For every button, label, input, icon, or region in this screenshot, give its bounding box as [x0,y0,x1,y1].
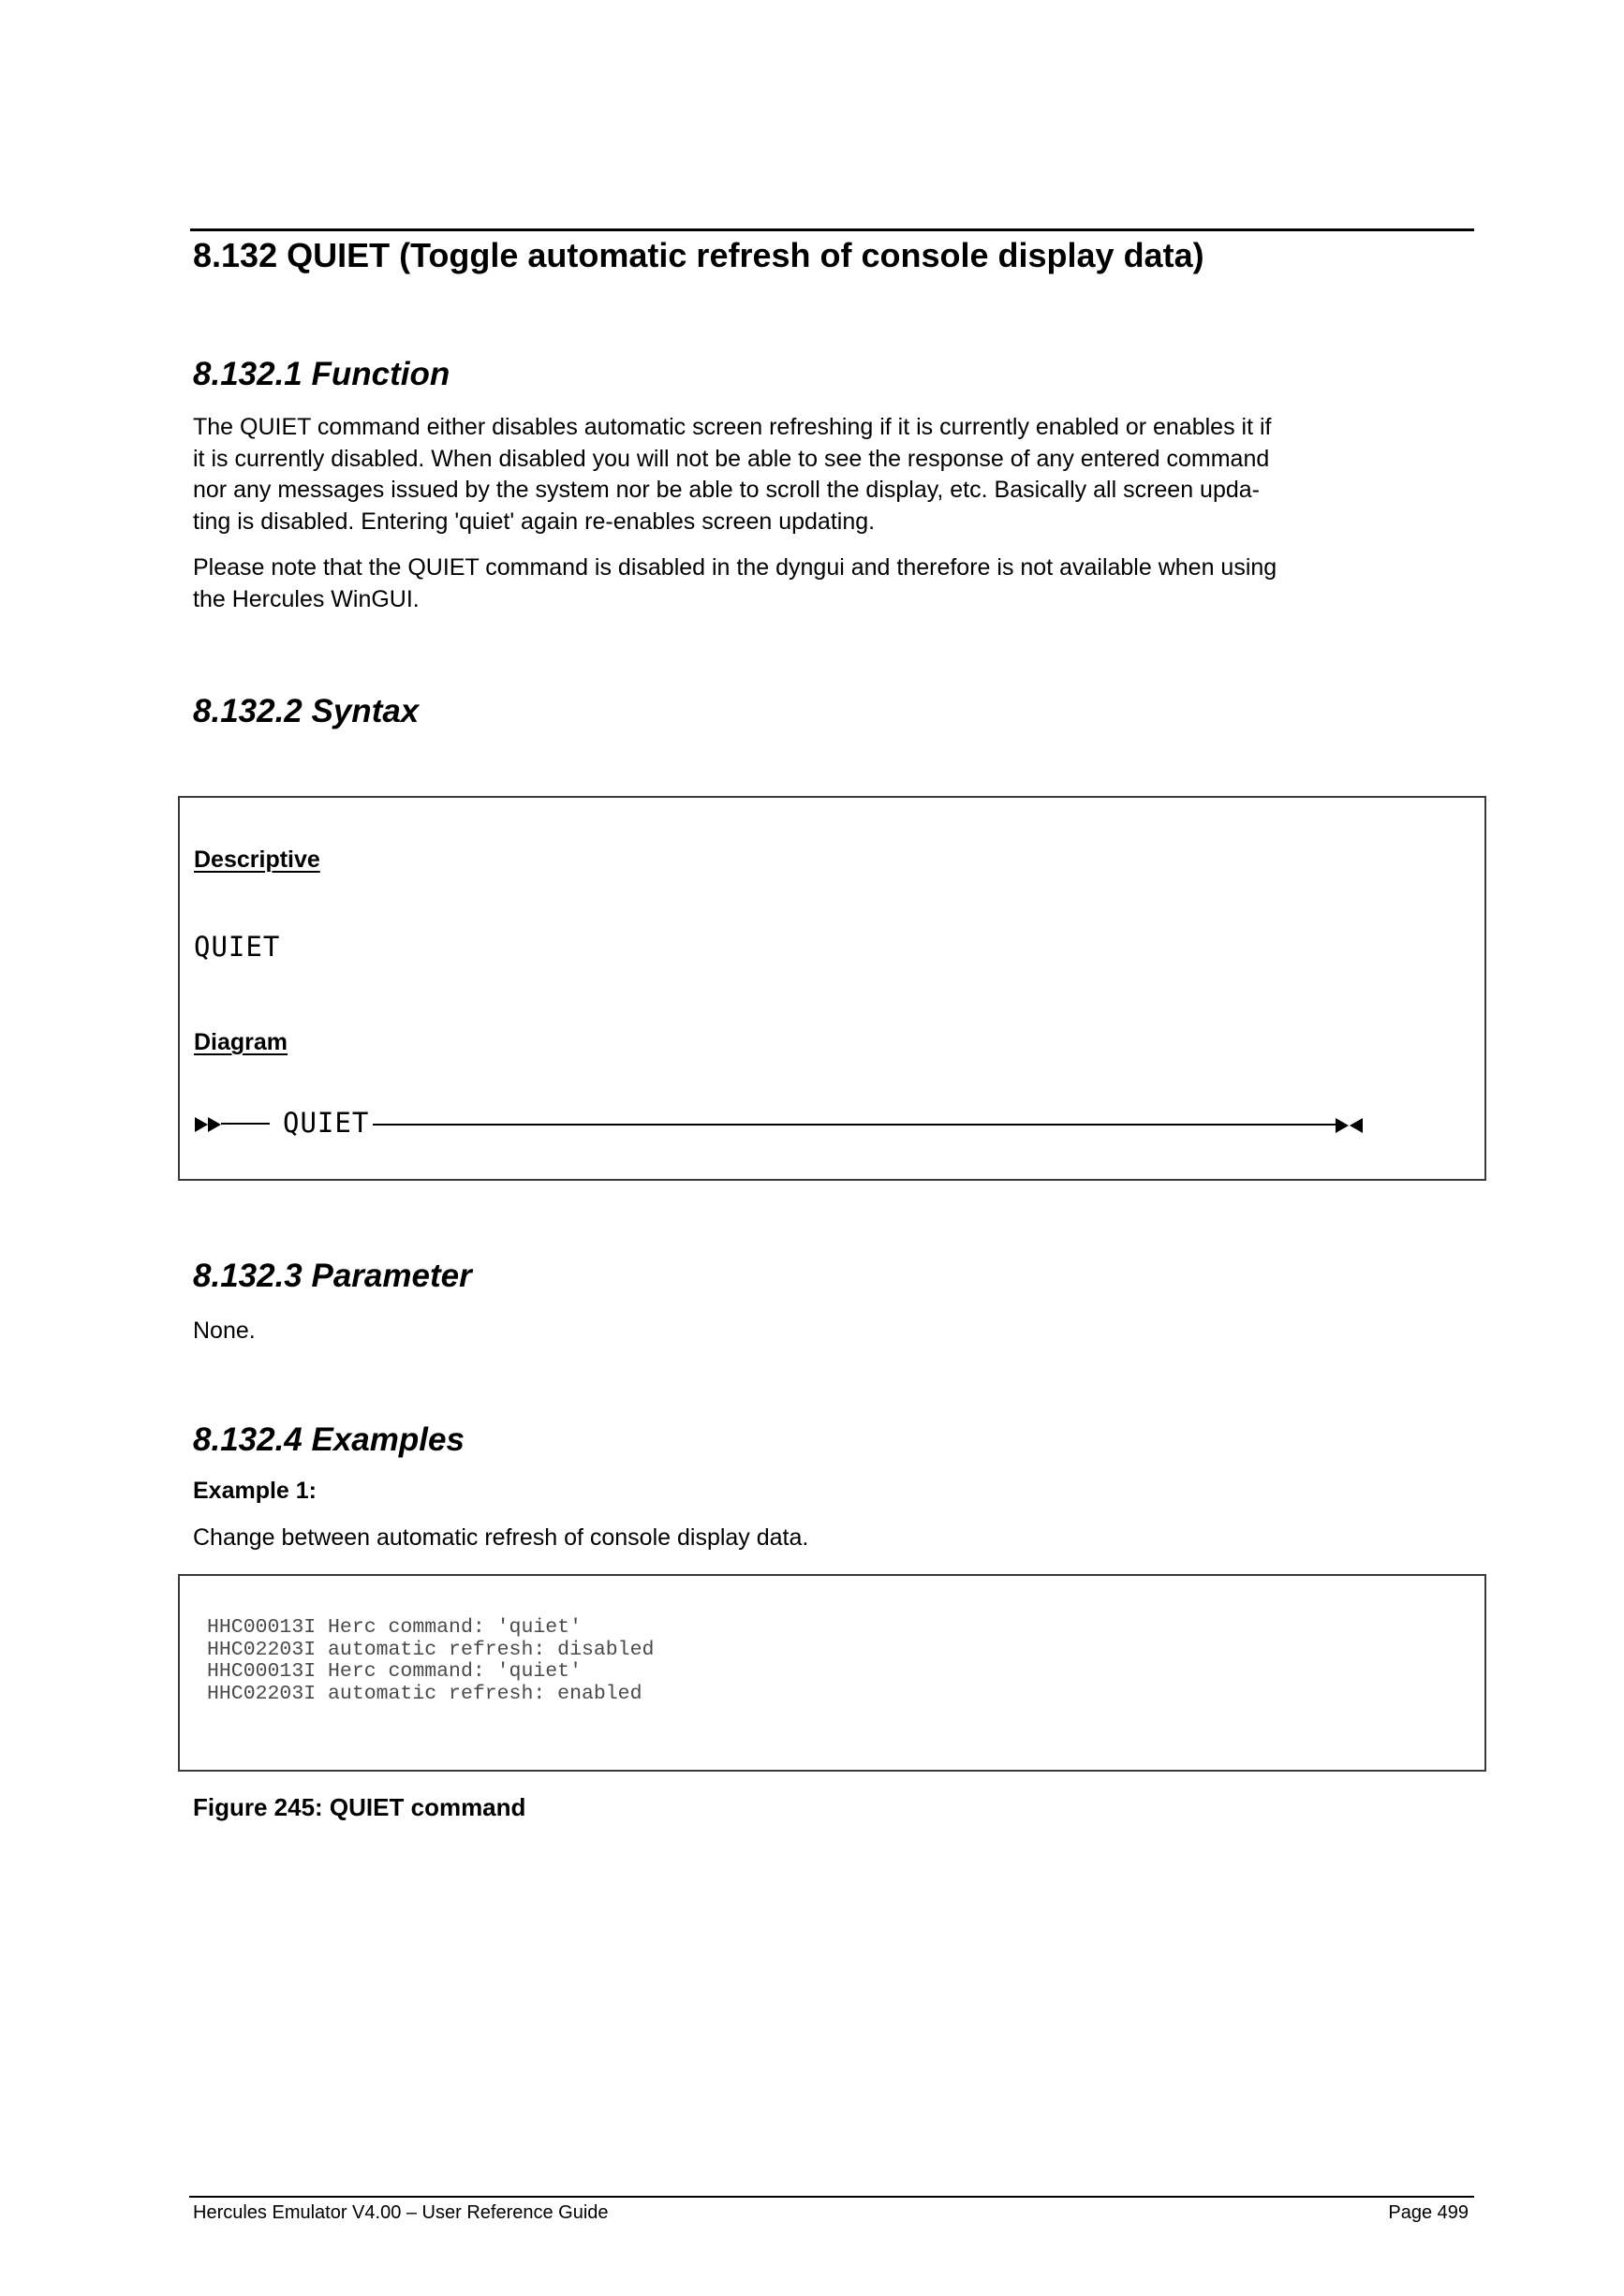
example-title: Example 1: [193,1478,317,1504]
function-heading: 8.132.1 Function [193,356,450,392]
function-paragraph-1 [193,412,1467,537]
function-line: the Hercules WinGUI. [193,585,420,612]
function-line: nor any messages issued by the system nor be able to scroll the display, etc. Basically all screen upda- [193,477,1260,503]
descriptive-syntax: QUIET [194,931,281,963]
footer-rule [189,2196,1474,2198]
section-top-rule [190,228,1474,231]
examples-heading: 8.132.4 Examples [193,1421,465,1458]
diagram-start-icon [193,1115,225,1134]
example-description: Change between automatic refresh of console display data. [193,1524,809,1551]
parameter-text: None. [193,1317,256,1344]
syntax-heading: 8.132.2 Syntax [193,693,420,729]
console-line: HHC02203I automatic refresh: disabled [207,1638,655,1661]
page-number: Page 499 [1388,2202,1469,2223]
section-title: 8.132 QUIET (Toggle automatic refresh of console display data) [193,236,1204,274]
console-line: HHC00013I Herc command: 'quiet' [207,1660,582,1683]
diagram-line-main [373,1124,1337,1126]
function-paragraph-2 [193,552,1467,615]
console-line: HHC02203I automatic refresh: enabled [207,1682,642,1705]
diagram-label: Diagram [194,1029,288,1055]
parameter-heading: 8.132.3 Parameter [193,1258,472,1294]
syntax-box [178,796,1486,1181]
console-output [207,1617,654,1705]
console-output-box [178,1574,1486,1772]
footer-title: Hercules Emulator V4.00 – User Reference Guide [193,2202,609,2223]
diagram-end-icon [1334,1116,1366,1135]
diagram-line-lead [221,1123,270,1125]
function-line: Please note that the QUIET command is disabled in the dyngui and therefore is not available when using [193,554,1277,581]
function-line: The QUIET command either disables automatic screen refreshing if it is currently enabled or enables it if [193,414,1272,440]
figure-caption: Figure 245: QUIET command [193,1793,526,1821]
function-line: ting is disabled. Entering 'quiet' again re-enables screen updating. [193,508,876,535]
function-line: it is currently disabled. When disabled you will not be able to see the response of any entered command [193,445,1270,472]
console-line: HHC00013I Herc command: 'quiet' [207,1616,582,1639]
diagram-keyword: QUIET [283,1107,370,1139]
descriptive-label: Descriptive [194,846,320,873]
